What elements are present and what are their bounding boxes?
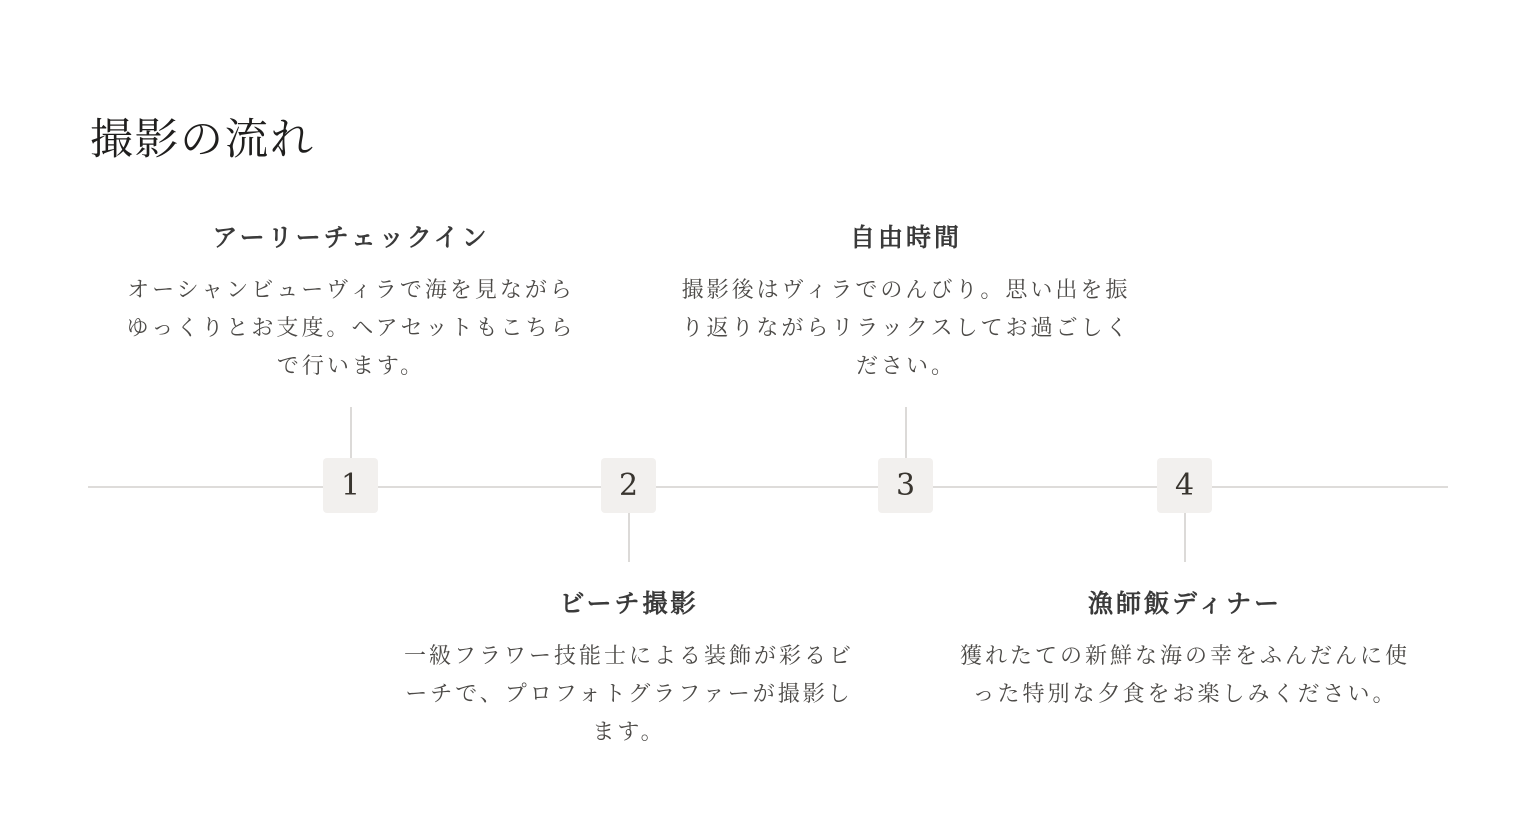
- step-2-title: ビーチ撮影: [559, 589, 699, 618]
- step-4-number-box: [1157, 458, 1212, 513]
- step-4-number: 4: [1174, 468, 1195, 503]
- step-4-connector-line: [1184, 513, 1186, 562]
- step-3-number-box: [878, 458, 933, 513]
- section-title: 撮影の流れ: [90, 115, 315, 165]
- step-4-title: 漁師飯ディナー: [1087, 589, 1282, 618]
- step-1-connector-line: [350, 407, 352, 458]
- step-1-number-box: [323, 458, 378, 513]
- step-3-number: 3: [895, 468, 916, 503]
- step-2-description: 一級フラワー技能士による装飾が彩るビーチで、プロフォトグラファーが撮影します。: [403, 644, 854, 745]
- step-4-text-block: [955, 588, 1415, 714]
- step-3-connector-line: [905, 407, 907, 458]
- step-2-number: 2: [618, 468, 639, 503]
- step-3-text-block: [676, 222, 1136, 386]
- step-2-connector-line: [628, 513, 630, 562]
- step-1-description: オーシャンビューヴィラで海を見ながらゆっくりとお支度。ヘアセットもこちらで行います。: [126, 278, 576, 379]
- step-3-title: 自由時間: [849, 223, 962, 252]
- step-1-title: アーリーチェックイン: [212, 223, 490, 252]
- step-4-description: 獲れたての新鮮な海の幸をふんだんに使った特別な夕食をお楽しみください。: [959, 644, 1410, 707]
- step-1-text-block: [121, 222, 581, 386]
- step-1-number: 1: [340, 468, 361, 503]
- step-2-text-block: [399, 588, 859, 752]
- step-2-number-box: [601, 458, 656, 513]
- step-3-description: 撮影後はヴィラでのんびり。思い出を振り返りながらリラックスしてお過ごしください。: [681, 278, 1131, 379]
- timeline-axis-line: [88, 486, 1448, 488]
